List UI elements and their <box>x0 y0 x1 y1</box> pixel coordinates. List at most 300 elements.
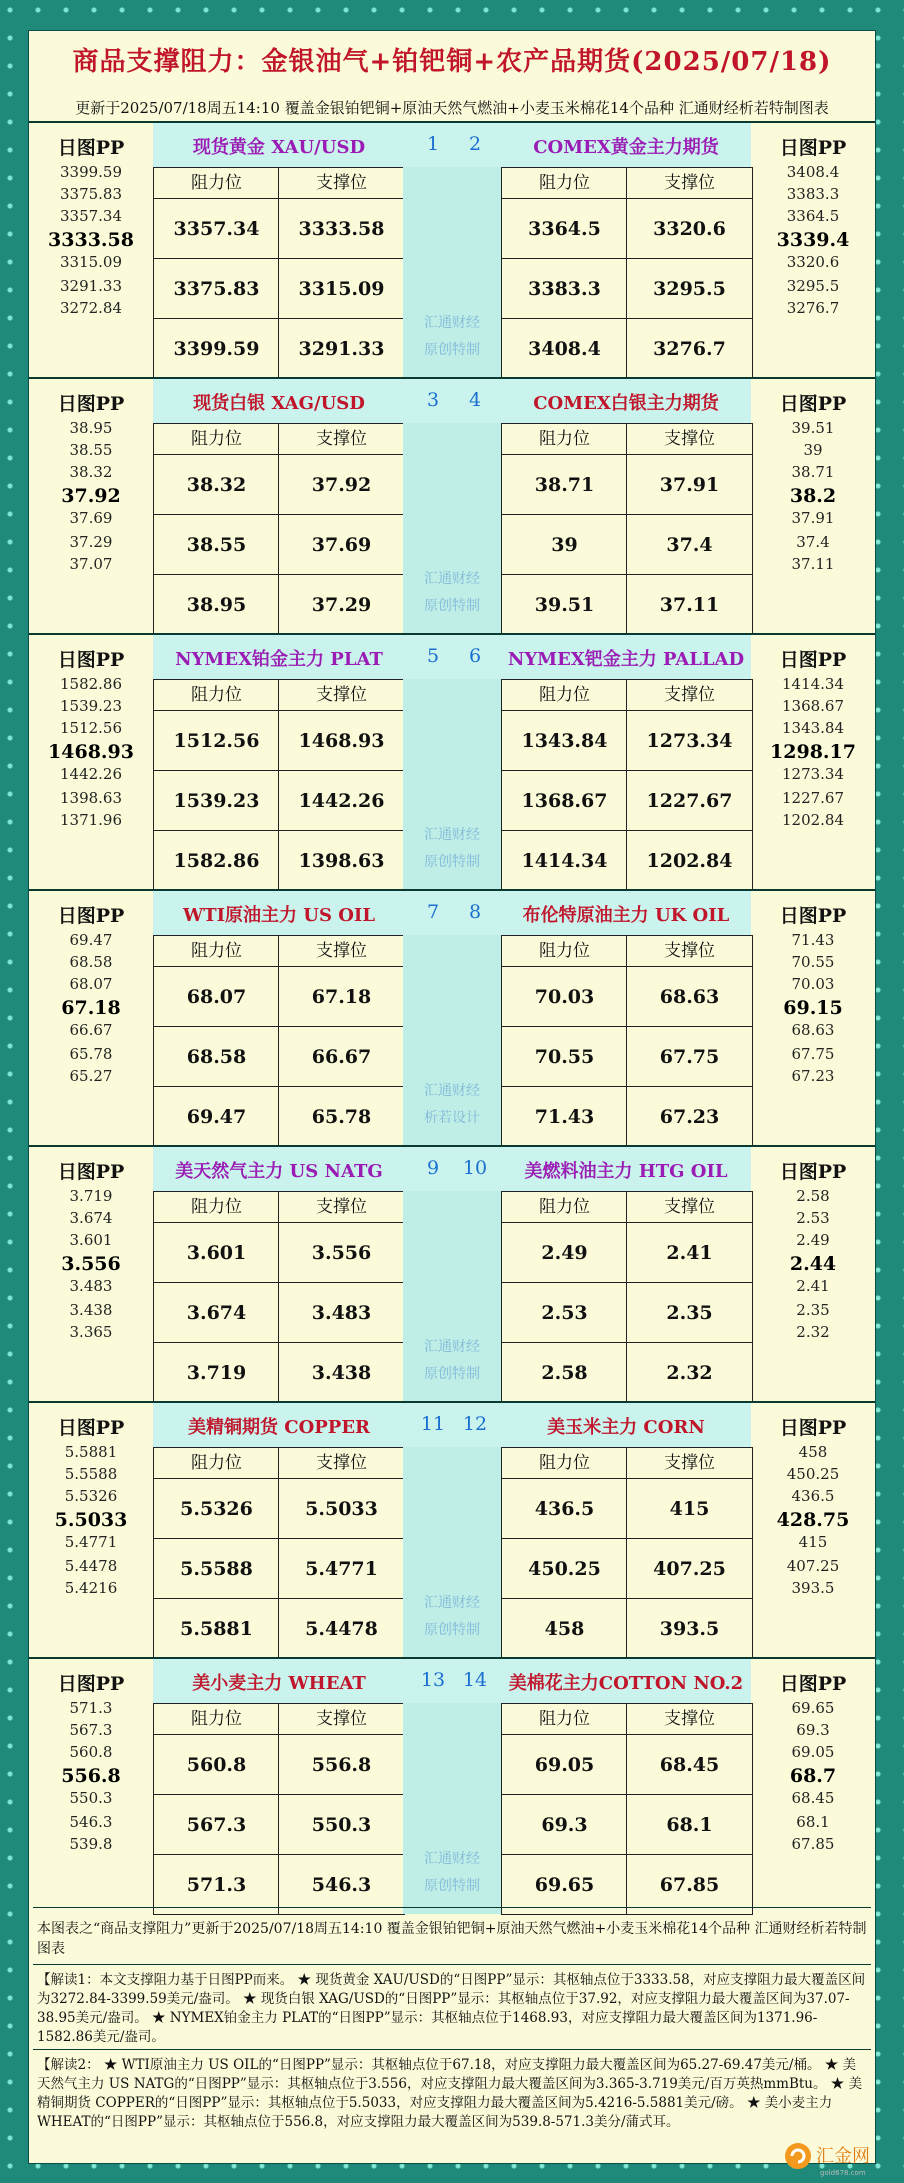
pp-value: 1468.93 <box>48 741 134 763</box>
left-index: 13 <box>420 1669 446 1691</box>
support-header: 支撑位 <box>627 168 752 199</box>
commodity-block <box>29 377 875 634</box>
pp-value: 37.92 <box>61 485 121 507</box>
watermark-column <box>403 1447 501 1658</box>
pp-value: 39.51 <box>791 419 835 437</box>
pp-value: 5.5881 <box>64 1443 118 1461</box>
pp-value: 68.58 <box>69 953 113 971</box>
pp-value: 3272.84 <box>59 299 123 317</box>
pp-value: 2.41 <box>796 1277 830 1295</box>
left-index: 11 <box>420 1413 446 1435</box>
pp-value: 1371.96 <box>59 811 123 829</box>
watermark-line1: 汇通财经 <box>424 571 480 587</box>
pp-header: 日图PP <box>779 1161 847 1183</box>
pp-value: 69.05 <box>791 1743 835 1761</box>
pp-value: 68.1 <box>796 1813 830 1831</box>
resistance-value: 1582.86 <box>173 850 260 872</box>
pp-value: 65.78 <box>69 1045 113 1063</box>
support-value: 393.5 <box>659 1618 720 1640</box>
support-value: 3.556 <box>311 1242 372 1264</box>
pp-value: 3.674 <box>69 1209 113 1227</box>
support-resistance-table <box>153 1447 405 1659</box>
resistance-value: 38.95 <box>186 594 247 616</box>
right-commodity-name: 美玉米主力 CORN <box>547 1417 705 1438</box>
resistance-value: 39.51 <box>534 594 595 616</box>
pp-value: 38.32 <box>69 463 113 481</box>
pp-value: 571.3 <box>69 1699 113 1717</box>
watermark-line2: 原创特制 <box>424 854 480 870</box>
support-value: 546.3 <box>311 1874 372 1896</box>
support-value: 1273.34 <box>646 730 733 752</box>
update-subtitle: 更新于2025/07/18周五14:10 覆盖金银铂钯铜+原油天然气燃油+小麦玉米棉花14个品种 汇通财经析若特制图表 <box>75 99 829 117</box>
support-resistance-table <box>153 1191 405 1403</box>
right-pp-column <box>751 123 875 378</box>
left-index: 7 <box>426 901 440 923</box>
support-resistance-table <box>501 1447 753 1659</box>
left-pp-column <box>29 379 153 634</box>
pp-value: 3315.09 <box>59 253 123 271</box>
support-header: 支撑位 <box>279 168 404 199</box>
pp-value: 2.53 <box>796 1209 830 1227</box>
watermark-column <box>403 935 501 1146</box>
right-index: 6 <box>468 645 482 667</box>
right-index: 12 <box>462 1413 488 1435</box>
right-index: 14 <box>462 1669 488 1691</box>
right-commodity-name: NYMEX钯金主力 PALLAD <box>507 649 745 670</box>
pp-value: 3.365 <box>69 1323 113 1341</box>
support-value: 3.483 <box>311 1302 372 1324</box>
pp-value: 37.07 <box>69 555 113 573</box>
support-header: 支撑位 <box>279 680 404 711</box>
support-value: 5.4478 <box>305 1618 378 1640</box>
support-header: 支撑位 <box>627 1448 752 1479</box>
pp-value: 37.11 <box>791 555 835 573</box>
resistance-value: 39 <box>551 534 578 556</box>
watermark-line2: 原创特制 <box>424 598 480 614</box>
resistance-header: 阻力位 <box>502 168 627 199</box>
pp-value: 1512.56 <box>59 719 123 737</box>
support-header: 支撑位 <box>627 680 752 711</box>
pp-value: 3333.58 <box>48 229 134 251</box>
resistance-value: 1414.34 <box>521 850 608 872</box>
support-value: 37.92 <box>311 474 372 496</box>
pp-value: 3291.33 <box>59 277 123 295</box>
pp-value: 5.5326 <box>64 1487 118 1505</box>
support-value: 5.4771 <box>305 1558 378 1580</box>
support-resistance-table <box>501 679 753 891</box>
pp-value: 1298.17 <box>770 741 856 763</box>
resistance-value: 3357.34 <box>173 218 260 240</box>
resistance-value: 71.43 <box>534 1106 595 1128</box>
pp-value: 68.07 <box>69 975 113 993</box>
footer-divider <box>33 1907 871 1908</box>
resistance-value: 3.719 <box>186 1362 247 1384</box>
support-value: 3295.5 <box>653 278 726 300</box>
right-pp-column <box>751 1659 875 1914</box>
resistance-header: 阻力位 <box>154 936 279 967</box>
left-pp-column <box>29 1403 153 1658</box>
resistance-header: 阻力位 <box>502 1448 627 1479</box>
left-index: 5 <box>426 645 440 667</box>
pp-value: 1539.23 <box>59 697 123 715</box>
support-value: 1202.84 <box>646 850 733 872</box>
support-resistance-table <box>501 1703 753 1915</box>
support-value: 550.3 <box>311 1814 372 1836</box>
support-value: 3291.33 <box>298 338 385 360</box>
support-value: 3276.7 <box>653 338 726 360</box>
left-pp-column <box>29 635 153 890</box>
pp-value: 2.49 <box>796 1231 830 1249</box>
resistance-value: 567.3 <box>186 1814 247 1836</box>
pp-value: 37.4 <box>796 533 830 551</box>
right-commodity-name: COMEX白银主力期货 <box>533 393 719 414</box>
pp-value: 37.29 <box>69 533 113 551</box>
watermark-line1: 汇通财经 <box>424 1083 480 1099</box>
right-pp-column <box>751 1403 875 1658</box>
support-value: 3333.58 <box>298 218 385 240</box>
pp-header: 日图PP <box>779 137 847 159</box>
left-index: 3 <box>426 389 440 411</box>
support-resistance-table <box>153 167 405 379</box>
support-header: 支撑位 <box>627 1192 752 1223</box>
pp-value: 539.8 <box>69 1835 113 1853</box>
left-commodity-name: WTI原油主力 US OIL <box>182 905 375 926</box>
pp-value: 5.5588 <box>64 1465 118 1483</box>
resistance-value: 69.3 <box>541 1814 588 1836</box>
pp-value: 3357.34 <box>59 207 123 225</box>
support-value: 3.438 <box>311 1362 372 1384</box>
resistance-value: 5.5588 <box>180 1558 253 1580</box>
resistance-value: 436.5 <box>534 1498 595 1520</box>
support-resistance-table <box>501 1191 753 1403</box>
resistance-value: 3375.83 <box>173 278 260 300</box>
pp-value: 3383.3 <box>786 185 840 203</box>
support-value: 37.91 <box>659 474 720 496</box>
resistance-value: 450.25 <box>528 1558 601 1580</box>
pp-header: 日图PP <box>57 1161 125 1183</box>
pp-value: 39 <box>803 441 823 459</box>
watermark-line1: 汇通财经 <box>424 1851 480 1867</box>
pp-value: 3276.7 <box>786 299 840 317</box>
watermark-line1: 汇通财经 <box>424 315 480 331</box>
left-commodity-name: 现货黄金 XAU/USD <box>192 137 366 158</box>
page-title: 商品支撑阻力：金银油气+铂钯铜+农产品期货(2025/07/18) <box>72 47 832 77</box>
left-index: 1 <box>426 133 440 155</box>
support-value: 65.78 <box>311 1106 372 1128</box>
support-value: 415 <box>669 1498 710 1520</box>
pp-value: 428.75 <box>776 1509 850 1531</box>
pp-value: 3375.83 <box>59 185 123 203</box>
pp-header: 日图PP <box>57 905 125 927</box>
support-resistance-table <box>501 935 753 1147</box>
resistance-header: 阻力位 <box>154 1704 279 1735</box>
pp-value: 65.27 <box>69 1067 113 1085</box>
support-header: 支撑位 <box>279 1448 404 1479</box>
resistance-value: 2.58 <box>541 1362 588 1384</box>
watermark-line1: 汇通财经 <box>424 1339 480 1355</box>
pp-value: 2.58 <box>796 1187 830 1205</box>
right-index: 2 <box>468 133 482 155</box>
support-value: 1398.63 <box>298 850 385 872</box>
pp-header: 日图PP <box>57 1417 125 1439</box>
pp-value: 68.63 <box>791 1021 835 1039</box>
watermark-line1: 汇通财经 <box>424 827 480 843</box>
resistance-header: 阻力位 <box>154 1192 279 1223</box>
pp-header: 日图PP <box>57 1673 125 1695</box>
pp-value: 67.75 <box>791 1045 835 1063</box>
left-commodity-name: NYMEX铂金主力 PLAT <box>175 649 383 670</box>
pp-value: 5.4771 <box>64 1533 118 1551</box>
commodity-block <box>29 889 875 1146</box>
pp-header: 日图PP <box>779 905 847 927</box>
support-value: 37.69 <box>311 534 372 556</box>
pp-value: 567.3 <box>69 1721 113 1739</box>
resistance-value: 3399.59 <box>173 338 260 360</box>
pp-value: 1582.86 <box>59 675 123 693</box>
support-value: 37.4 <box>666 534 713 556</box>
commodity-block <box>29 1657 875 1914</box>
resistance-header: 阻力位 <box>502 936 627 967</box>
resistance-value: 5.5881 <box>180 1618 253 1640</box>
resistance-value: 2.49 <box>541 1242 588 1264</box>
pp-value: 69.47 <box>69 931 113 949</box>
pp-value: 3399.59 <box>59 163 123 181</box>
pp-value: 546.3 <box>69 1813 113 1831</box>
pp-value: 393.5 <box>791 1579 835 1597</box>
pp-value: 38.2 <box>789 485 837 507</box>
pp-value: 70.55 <box>791 953 835 971</box>
footer-note: 本图表之“商品支撑阻力”更新于2025/07/18周五14:10 覆盖金银铂钯铜+原油天然气燃油+小麦玉米棉花14个品种 汇通财经析若特制图表 <box>37 1921 867 1957</box>
pp-header: 日图PP <box>779 393 847 415</box>
support-resistance-table <box>153 1703 405 1915</box>
support-header: 支撑位 <box>279 424 404 455</box>
resistance-header: 阻力位 <box>154 680 279 711</box>
resistance-value: 1539.23 <box>173 790 260 812</box>
support-resistance-table <box>501 167 753 379</box>
resistance-header: 阻力位 <box>502 680 627 711</box>
explanation-1: 【解读1：本文支撑阻力基于日图PP而来。 ★ 现货黄金 XAU/USD的“日图PP”显示：其枢轴点位于3333.58，对应支撑阻力最大覆盖区间为3272.84-3399.59美元/盎司。 ★ 现货白银 XAG/USD的“日图PP”显示：其枢轴点位于37.92，对应支撑阻力最大覆盖区间为37.07-38.95美元/盎司。 ★ NYMEX铂金主力 PLAT的“日图PP”显示：其枢轴点位于1468.93，对应支撑阻力最大覆盖区间为1371.96-1582.86美元/盎司。 <box>37 1972 866 2045</box>
commodity-block <box>29 633 875 890</box>
right-commodity-name: 美棉花主力COTTON NO.2 <box>508 1673 744 1694</box>
support-header: 支撑位 <box>627 1704 752 1735</box>
right-commodity-name: 美燃料油主力 HTG OIL <box>524 1161 728 1182</box>
pp-value: 37.91 <box>791 509 835 527</box>
pp-value: 5.5033 <box>54 1509 128 1531</box>
watermark-column <box>403 423 501 634</box>
resistance-value: 1512.56 <box>173 730 260 752</box>
resistance-value: 69.65 <box>534 1874 595 1896</box>
right-index: 8 <box>468 901 482 923</box>
resistance-value: 560.8 <box>186 1754 247 1776</box>
resistance-header: 阻力位 <box>154 424 279 455</box>
explain-divider-2 <box>33 2049 871 2050</box>
pp-value: 38.95 <box>69 419 113 437</box>
pp-header: 日图PP <box>779 1673 847 1695</box>
support-value: 67.18 <box>311 986 372 1008</box>
left-pp-column <box>29 123 153 378</box>
left-commodity-name: 现货白银 XAG/USD <box>193 393 365 414</box>
support-header: 支撑位 <box>279 1704 404 1735</box>
watermark-column <box>403 1191 501 1402</box>
support-resistance-table <box>501 423 753 635</box>
resistance-value: 38.32 <box>186 474 247 496</box>
logo-url: gold678.com <box>820 2169 866 2177</box>
support-value: 37.11 <box>659 594 720 616</box>
support-header: 支撑位 <box>279 936 404 967</box>
support-value: 2.35 <box>666 1302 713 1324</box>
pp-value: 67.23 <box>791 1067 835 1085</box>
right-commodity-name: 布伦特原油主力 UK OIL <box>522 905 730 926</box>
left-pp-column <box>29 1147 153 1402</box>
watermark-line2: 原创特制 <box>424 1878 480 1894</box>
pp-value: 2.32 <box>796 1323 830 1341</box>
pp-value: 407.25 <box>786 1557 840 1575</box>
pp-value: 1368.67 <box>781 697 845 715</box>
left-index: 9 <box>426 1157 440 1179</box>
logo-text: 汇金网 <box>816 2146 870 2167</box>
watermark-column <box>403 679 501 890</box>
resistance-header: 阻力位 <box>502 424 627 455</box>
pp-value: 3320.6 <box>786 253 840 271</box>
pp-value: 1343.84 <box>781 719 845 737</box>
support-value: 1468.93 <box>298 730 385 752</box>
right-index: 10 <box>462 1157 488 1179</box>
pp-value: 3.556 <box>61 1253 121 1275</box>
chart-panel <box>28 30 876 2164</box>
resistance-value: 68.58 <box>186 1046 247 1068</box>
pp-value: 3.719 <box>69 1187 113 1205</box>
right-index: 4 <box>468 389 482 411</box>
pp-value: 1442.26 <box>59 765 123 783</box>
resistance-value: 1343.84 <box>521 730 608 752</box>
pp-value: 550.3 <box>69 1789 113 1807</box>
support-header: 支撑位 <box>627 936 752 967</box>
pp-value: 2.35 <box>796 1301 830 1319</box>
resistance-value: 70.03 <box>534 986 595 1008</box>
support-header: 支撑位 <box>627 424 752 455</box>
pp-value: 2.44 <box>789 1253 837 1275</box>
pp-value: 38.71 <box>791 463 835 481</box>
resistance-value: 70.55 <box>534 1046 595 1068</box>
resistance-value: 38.71 <box>534 474 595 496</box>
support-value: 1442.26 <box>298 790 385 812</box>
watermark-line2: 原创特制 <box>424 1366 480 1382</box>
watermark-line2: 原创特制 <box>424 1622 480 1638</box>
watermark-column <box>403 167 501 378</box>
commodity-block <box>29 121 875 378</box>
resistance-header: 阻力位 <box>502 1192 627 1223</box>
right-commodity-name: COMEX黄金主力期货 <box>533 137 719 158</box>
resistance-value: 1368.67 <box>521 790 608 812</box>
pp-value: 3.483 <box>69 1277 113 1295</box>
watermark-line2: 原创特制 <box>424 342 480 358</box>
pp-value: 67.85 <box>791 1835 835 1853</box>
left-pp-column <box>29 1659 153 1914</box>
commodity-block <box>29 1401 875 1658</box>
pp-value: 71.43 <box>791 931 835 949</box>
pp-value: 3.438 <box>69 1301 113 1319</box>
pp-value: 38.55 <box>69 441 113 459</box>
pp-value: 450.25 <box>786 1465 840 1483</box>
watermark-line1: 汇通财经 <box>424 1595 480 1611</box>
pp-value: 3408.4 <box>786 163 840 181</box>
pp-value: 69.65 <box>791 1699 835 1717</box>
pp-value: 68.7 <box>789 1765 837 1787</box>
resistance-value: 458 <box>544 1618 585 1640</box>
resistance-value: 3408.4 <box>528 338 601 360</box>
right-pp-column <box>751 379 875 634</box>
left-commodity-name: 美天然气主力 US NATG <box>175 1161 383 1182</box>
pp-value: 3364.5 <box>786 207 840 225</box>
left-commodity-name: 美小麦主力 WHEAT <box>192 1673 366 1694</box>
support-value: 556.8 <box>311 1754 372 1776</box>
pp-value: 560.8 <box>69 1743 113 1761</box>
pp-header: 日图PP <box>779 1417 847 1439</box>
resistance-header: 阻力位 <box>502 1704 627 1735</box>
pp-value: 68.45 <box>791 1789 835 1807</box>
resistance-value: 3.601 <box>186 1242 247 1264</box>
support-value: 37.29 <box>311 594 372 616</box>
pp-header: 日图PP <box>57 649 125 671</box>
support-value: 68.1 <box>666 1814 713 1836</box>
support-value: 3320.6 <box>653 218 726 240</box>
watermark-column <box>403 1703 501 1914</box>
pp-value: 436.5 <box>791 1487 835 1505</box>
commodity-block <box>29 1145 875 1402</box>
pp-value: 1414.34 <box>781 675 845 693</box>
pp-value: 3295.5 <box>786 277 840 295</box>
resistance-value: 68.07 <box>186 986 247 1008</box>
pp-value: 5.4216 <box>64 1579 118 1597</box>
pp-value: 69.3 <box>796 1721 830 1739</box>
support-value: 67.85 <box>659 1874 720 1896</box>
resistance-value: 38.55 <box>186 534 247 556</box>
resistance-value: 3364.5 <box>528 218 601 240</box>
support-value: 5.5033 <box>305 1498 378 1520</box>
resistance-value: 571.3 <box>186 1874 247 1896</box>
pp-value: 1273.34 <box>781 765 845 783</box>
pp-value: 1227.67 <box>781 789 845 807</box>
support-value: 3315.09 <box>298 278 385 300</box>
resistance-value: 2.53 <box>541 1302 588 1324</box>
pp-value: 3339.4 <box>776 229 850 251</box>
pp-value: 1202.84 <box>781 811 845 829</box>
support-value: 2.41 <box>666 1242 713 1264</box>
pp-header: 日图PP <box>57 137 125 159</box>
pp-value: 3.601 <box>69 1231 113 1249</box>
support-resistance-table <box>153 935 405 1147</box>
support-resistance-table <box>153 679 405 891</box>
huijin-logo <box>780 2140 900 2180</box>
resistance-header: 阻力位 <box>154 1448 279 1479</box>
pp-header: 日图PP <box>57 393 125 415</box>
resistance-value: 69.47 <box>186 1106 247 1128</box>
pp-value: 458 <box>798 1443 828 1461</box>
pp-value: 37.69 <box>69 509 113 527</box>
right-pp-column <box>751 635 875 890</box>
support-resistance-table <box>153 423 405 635</box>
explanation-2: 【解读2： ★ WTI原油主力 US OIL的“日图PP”显示：其枢轴点位于67.18，对应支撑阻力最大覆盖区间为65.27-69.47美元/桶。 ★ 美天然气主力 US NATG的“日图PP”显示：其枢轴点位于3.556，对应支撑阻力最大覆盖区间为3.365-3.719美元/百万英热mmBtu。 ★ 美精铜期货 COPPER的“日图PP”显示：其枢轴点位于5.5033，对应支撑阻力最大覆盖区间为5.4216-5.5881美元/磅。 ★ 美小麦主力 WHEAT的“日图PP”显示：其枢轴点位于556.8，对应支撑阻力最大覆盖区间为539.8-571.3美分/蒲式耳。 <box>37 2057 863 2130</box>
pp-value: 69.15 <box>783 997 843 1019</box>
pp-value: 5.4478 <box>64 1557 118 1575</box>
pp-value: 70.03 <box>791 975 835 993</box>
pp-value: 66.67 <box>69 1021 113 1039</box>
watermark-line2: 析若设计 <box>424 1110 480 1126</box>
resistance-value: 3.674 <box>186 1302 247 1324</box>
left-pp-column <box>29 891 153 1146</box>
right-pp-column <box>751 891 875 1146</box>
pp-value: 415 <box>798 1533 828 1551</box>
